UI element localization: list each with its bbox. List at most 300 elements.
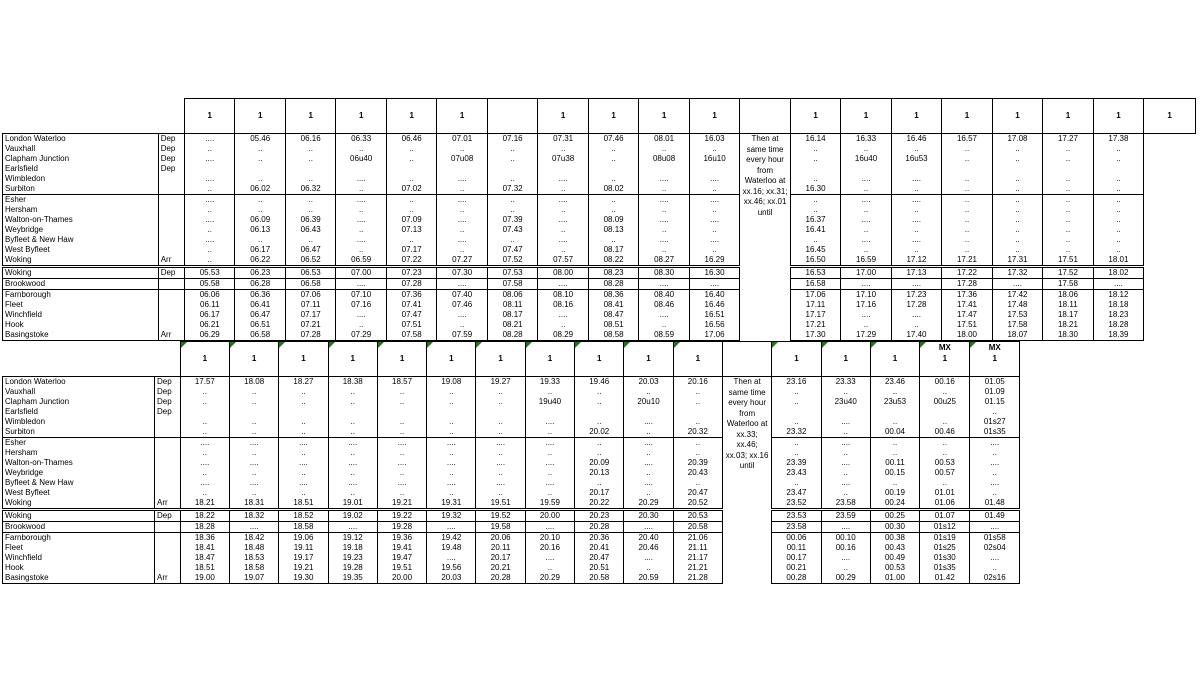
- time-cell: 08.29: [538, 330, 588, 341]
- arr-dep-label: Arr: [158, 255, 184, 267]
- time-cell: 06.11: [184, 300, 234, 310]
- time-cell: 18.36: [180, 533, 229, 544]
- time-cell: ..: [821, 488, 870, 498]
- time-cell: ..: [942, 215, 992, 225]
- time-cell: 00.04: [870, 427, 919, 438]
- header-cell: 1: [525, 342, 574, 377]
- table-row: [3, 438, 1020, 449]
- time-cell: 01s25: [920, 543, 970, 553]
- time-cell: 19.47: [377, 553, 426, 563]
- time-cell: [285, 164, 335, 174]
- time-cell: ..: [1093, 245, 1143, 255]
- time-cell: 20.39: [673, 458, 722, 468]
- time-cell: 23.47: [772, 488, 821, 498]
- header-cell: 1: [1144, 99, 1196, 134]
- time-cell: 18.11: [1043, 300, 1093, 310]
- time-cell: 17.58: [1043, 279, 1093, 290]
- time-cell: ..: [427, 488, 476, 498]
- time-cell: 17.23: [891, 290, 941, 301]
- header-cell: 1: [180, 342, 229, 377]
- time-cell: ..: [180, 417, 229, 427]
- time-cell: ..: [772, 448, 821, 458]
- time-cell: 17.10: [841, 290, 891, 301]
- time-cell: ..: [437, 245, 487, 255]
- time-cell: ..: [525, 468, 574, 478]
- station-name: Walton-on-Thames: [3, 458, 155, 468]
- time-cell: ..: [891, 245, 941, 255]
- time-cell: ..: [377, 468, 426, 478]
- time-cell: ....: [328, 438, 377, 449]
- time-cell: ....: [279, 478, 328, 488]
- time-cell: 23.52: [772, 498, 821, 510]
- time-cell: ....: [689, 279, 739, 290]
- time-cell: ..: [538, 144, 588, 154]
- time-cell: ..: [891, 225, 941, 235]
- time-cell: ..: [230, 397, 279, 407]
- table-row: [3, 510, 1020, 522]
- time-cell: 19.58: [476, 522, 525, 533]
- time-cell: 00.49: [870, 553, 919, 563]
- time-cell: 16.30: [689, 267, 739, 279]
- arr-dep-label: [155, 468, 181, 478]
- time-cell: ....: [184, 235, 234, 245]
- time-cell: ..: [992, 174, 1042, 184]
- time-cell: 01s30: [920, 553, 970, 563]
- time-cell: ..: [1043, 184, 1093, 195]
- time-cell: [235, 164, 285, 174]
- flag-marker-icon: [329, 342, 335, 348]
- time-cell: 00.19: [870, 488, 919, 498]
- time-cell: ..: [230, 488, 279, 498]
- time-cell: ..: [230, 417, 279, 427]
- time-cell: ..: [970, 563, 1020, 573]
- time-cell: [920, 407, 970, 417]
- time-cell: 20.28: [476, 573, 525, 584]
- time-cell: 17.06: [689, 330, 739, 341]
- time-cell: ..: [377, 448, 426, 458]
- time-cell: ....: [437, 235, 487, 245]
- table-row: [3, 267, 1196, 279]
- header-cell: 1: [427, 342, 476, 377]
- time-cell: 17.30: [790, 330, 840, 341]
- time-cell: 16u40: [841, 154, 891, 164]
- time-cell: ..: [328, 417, 377, 427]
- time-cell: 20.16: [525, 543, 574, 553]
- time-cell: ..: [575, 448, 624, 458]
- time-cell: ..: [386, 154, 436, 164]
- time-cell: 19.07: [230, 573, 279, 584]
- time-cell: 18.28: [180, 522, 229, 533]
- time-cell: ....: [841, 195, 891, 206]
- time-cell: 20.40: [624, 533, 673, 544]
- header-cell: 1: [437, 99, 487, 134]
- time-cell: 06u40: [336, 154, 386, 164]
- time-cell: ..: [235, 235, 285, 245]
- time-cell: 08.06: [487, 290, 537, 301]
- time-cell: 18.07: [992, 330, 1042, 341]
- header-cell: 1: [790, 99, 840, 134]
- arr-dep-label: [155, 488, 181, 498]
- time-cell: ....: [891, 279, 941, 290]
- time-cell: 01.01: [920, 488, 970, 498]
- time-cell: ....: [476, 438, 525, 449]
- time-cell: 07.21: [285, 320, 335, 330]
- time-cell: ....: [624, 522, 673, 533]
- arr-dep-label: Dep: [158, 154, 184, 164]
- time-cell: ..: [1093, 205, 1143, 215]
- time-cell: 08.47: [588, 310, 638, 320]
- time-cell: ..: [377, 427, 426, 438]
- table-row: [3, 290, 1196, 301]
- arr-dep-label: [155, 448, 181, 458]
- time-cell: ..: [285, 235, 335, 245]
- time-cell: 20.21: [476, 563, 525, 573]
- time-cell: 07.41: [386, 300, 436, 310]
- timetable-table-1: [2, 98, 1196, 341]
- time-cell: ..: [184, 184, 234, 195]
- time-cell: 08u08: [639, 154, 689, 164]
- time-cell: 23.58: [772, 522, 821, 533]
- header-cell: 1: [230, 342, 279, 377]
- time-cell: 06.47: [235, 310, 285, 320]
- time-cell: 18.27: [279, 377, 328, 388]
- time-cell: 18.06: [1043, 290, 1093, 301]
- time-cell: ..: [870, 438, 919, 449]
- time-cell: ....: [525, 553, 574, 563]
- time-cell: 05.58: [184, 279, 234, 290]
- time-cell: [575, 407, 624, 417]
- station-name: Weybridge: [3, 468, 155, 478]
- time-cell: 19.21: [279, 563, 328, 573]
- time-cell: [1043, 164, 1093, 174]
- time-cell: ....: [538, 174, 588, 184]
- time-cell: ....: [624, 417, 673, 427]
- time-cell: ..: [992, 205, 1042, 215]
- time-cell: 00.16: [821, 543, 870, 553]
- time-cell: ....: [689, 174, 739, 184]
- time-cell: 20.23: [575, 510, 624, 522]
- time-cell: ....: [639, 215, 689, 225]
- time-cell: ..: [230, 448, 279, 458]
- time-cell: ....: [689, 235, 739, 245]
- time-cell: 08.27: [639, 255, 689, 267]
- time-cell: 20.43: [673, 468, 722, 478]
- time-cell: [525, 407, 574, 417]
- header-cell: 1: [639, 99, 689, 134]
- time-cell: ..: [588, 144, 638, 154]
- time-cell: ..: [639, 245, 689, 255]
- station-name: Walton-on-Thames: [3, 215, 159, 225]
- table-row: [3, 184, 1196, 195]
- time-cell: 17.13: [891, 267, 941, 279]
- time-cell: 18.00: [942, 330, 992, 341]
- time-cell: 19.32: [427, 510, 476, 522]
- time-cell: 07u08: [437, 154, 487, 164]
- time-cell: 17.51: [1043, 255, 1093, 267]
- time-cell: 06.28: [235, 279, 285, 290]
- time-cell: ..: [386, 235, 436, 245]
- station-name: Brookwood: [3, 279, 159, 290]
- arr-dep-label: [155, 563, 181, 573]
- time-cell: ..: [673, 417, 722, 427]
- time-cell: ..: [575, 397, 624, 407]
- time-cell: 01.15: [970, 397, 1020, 407]
- time-cell: 19.23: [328, 553, 377, 563]
- time-cell: ....: [328, 522, 377, 533]
- time-cell: ..: [772, 438, 821, 449]
- time-cell: 20.52: [673, 498, 722, 510]
- time-cell: ..: [180, 488, 229, 498]
- time-cell: ..: [279, 427, 328, 438]
- time-cell: 18.30: [1043, 330, 1093, 341]
- time-cell: 06.58: [285, 279, 335, 290]
- time-cell: ..: [920, 478, 970, 488]
- time-cell: ..: [1093, 195, 1143, 206]
- time-cell: ..: [821, 387, 870, 397]
- station-name: Fleet: [3, 300, 159, 310]
- time-cell: 17.31: [992, 255, 1042, 267]
- time-cell: ..: [588, 154, 638, 164]
- time-cell: 08.23: [588, 267, 638, 279]
- header-cell: [970, 342, 1020, 377]
- time-cell: 01.48: [970, 498, 1020, 510]
- time-cell: ..: [790, 154, 840, 164]
- time-cell: ..: [525, 563, 574, 573]
- time-cell: ....: [336, 235, 386, 245]
- time-cell: ..: [772, 478, 821, 488]
- arr-dep-label: [158, 184, 184, 195]
- time-cell: ..: [673, 438, 722, 449]
- time-cell: 17.40: [891, 330, 941, 341]
- time-cell: 23u53: [870, 397, 919, 407]
- time-cell: ..: [992, 245, 1042, 255]
- time-cell: ....: [230, 522, 279, 533]
- time-cell: ..: [386, 205, 436, 215]
- table-row: [3, 533, 1020, 544]
- table-row: [3, 235, 1196, 245]
- time-cell: 08.28: [487, 330, 537, 341]
- time-cell: ..: [689, 205, 739, 215]
- timetable-table-2: [2, 341, 1020, 584]
- time-cell: [538, 164, 588, 174]
- time-cell: [790, 164, 840, 174]
- time-cell: 07.46: [437, 300, 487, 310]
- time-cell: 19.12: [328, 533, 377, 544]
- time-cell: 18.01: [1093, 255, 1143, 267]
- time-cell: ..: [639, 225, 689, 235]
- time-cell: ..: [970, 488, 1020, 498]
- time-cell: 16.50: [790, 255, 840, 267]
- time-cell: 06.52: [285, 255, 335, 267]
- time-cell: 17.48: [992, 300, 1042, 310]
- time-cell: 06.22: [235, 255, 285, 267]
- time-cell: ..: [377, 488, 426, 498]
- time-cell: 01s27: [970, 417, 1020, 427]
- station-name: Brookwood: [3, 522, 155, 533]
- time-cell: ....: [230, 458, 279, 468]
- time-cell: 17.28: [891, 300, 941, 310]
- time-cell: ....: [992, 279, 1042, 290]
- time-cell: ..: [689, 225, 739, 235]
- time-cell: ....: [427, 522, 476, 533]
- time-cell: ..: [841, 320, 891, 330]
- time-cell: ..: [992, 144, 1042, 154]
- time-cell: 07.02: [386, 184, 436, 195]
- time-cell: ..: [942, 195, 992, 206]
- time-cell: ..: [821, 563, 870, 573]
- time-cell: [624, 407, 673, 417]
- time-cell: 08.16: [538, 300, 588, 310]
- station-name: Byfleet & New Haw: [3, 478, 155, 488]
- arr-dep-label: Dep: [158, 134, 184, 145]
- time-cell: 17.17: [790, 310, 840, 320]
- arr-dep-label: [158, 195, 184, 206]
- time-cell: ..: [525, 427, 574, 438]
- time-cell: ..: [476, 448, 525, 458]
- time-cell: 18.41: [180, 543, 229, 553]
- time-cell: ..: [184, 255, 234, 267]
- station-name: Earlsfield: [3, 164, 159, 174]
- arr-dep-label: [158, 225, 184, 235]
- header-cell: 1: [821, 342, 870, 377]
- time-cell: 07.36: [386, 290, 436, 301]
- arr-dep-label: [155, 553, 181, 563]
- time-cell: 01s35: [970, 427, 1020, 438]
- time-cell: ..: [624, 387, 673, 397]
- time-cell: ..: [525, 387, 574, 397]
- time-cell: 20.16: [673, 377, 722, 388]
- time-cell: ..: [279, 387, 328, 397]
- time-cell: 17.21: [942, 255, 992, 267]
- station-name: Winchfield: [3, 310, 159, 320]
- time-cell: 18.53: [230, 553, 279, 563]
- time-cell: ....: [841, 235, 891, 245]
- time-cell: 18.38: [328, 377, 377, 388]
- time-cell: 17.52: [1043, 267, 1093, 279]
- time-cell: 08.09: [588, 215, 638, 225]
- time-cell: 18.28: [1093, 320, 1143, 330]
- arr-dep-label: Dep: [155, 377, 181, 388]
- time-cell: ....: [279, 438, 328, 449]
- table-row: [3, 407, 1020, 417]
- arr-dep-label: [155, 543, 181, 553]
- time-cell: 07.46: [588, 134, 638, 145]
- time-cell: 17.36: [942, 290, 992, 301]
- table-row: [3, 377, 1020, 388]
- time-cell: 19.30: [279, 573, 328, 584]
- time-cell: ..: [230, 468, 279, 478]
- time-cell: 23u40: [821, 397, 870, 407]
- flag-marker-icon: [378, 342, 384, 348]
- time-cell: ..: [772, 417, 821, 427]
- time-cell: 07.47: [386, 310, 436, 320]
- time-cell: 17.11: [790, 300, 840, 310]
- table-row: [3, 144, 1196, 154]
- time-cell: 07.06: [285, 290, 335, 301]
- time-cell: ..: [821, 427, 870, 438]
- time-cell: ..: [538, 184, 588, 195]
- time-cell: 23.16: [772, 377, 821, 388]
- time-cell: 02s04: [970, 543, 1020, 553]
- time-cell: ..: [942, 154, 992, 164]
- time-cell: 07.28: [386, 279, 436, 290]
- time-cell: ..: [328, 387, 377, 397]
- time-cell: 19.08: [427, 377, 476, 388]
- time-cell: 19.01: [328, 498, 377, 510]
- header-cell: [722, 342, 771, 377]
- time-cell: ....: [821, 417, 870, 427]
- station-name: Esher: [3, 195, 159, 206]
- arr-dep-label: Dep: [155, 397, 181, 407]
- time-cell: ..: [942, 245, 992, 255]
- time-cell: 19.42: [427, 533, 476, 544]
- arr-dep-label: Dep: [158, 164, 184, 174]
- time-cell: ..: [992, 195, 1042, 206]
- time-cell: 18.22: [180, 510, 229, 522]
- time-cell: ..: [841, 184, 891, 195]
- time-cell: ....: [538, 310, 588, 320]
- time-cell: 08.22: [588, 255, 638, 267]
- time-cell: ..: [328, 468, 377, 478]
- time-cell: ..: [790, 235, 840, 245]
- arr-dep-label: [158, 235, 184, 245]
- station-name: Vauxhall: [3, 144, 159, 154]
- header-cell: 1: [891, 99, 941, 134]
- time-cell: 01.49: [970, 510, 1020, 522]
- time-cell: ..: [525, 488, 574, 498]
- time-cell: ..: [639, 320, 689, 330]
- header-cell: 1: [841, 99, 891, 134]
- time-cell: 16.14: [790, 134, 840, 145]
- time-cell: ..: [336, 184, 386, 195]
- table-row: [3, 320, 1196, 330]
- time-cell: ..: [1043, 144, 1093, 154]
- time-cell: ..: [942, 144, 992, 154]
- time-cell: ....: [639, 195, 689, 206]
- time-cell: 08.59: [639, 330, 689, 341]
- time-cell: ..: [992, 184, 1042, 195]
- arr-dep-label: [158, 245, 184, 255]
- time-cell: ..: [437, 225, 487, 235]
- station-name: Hersham: [3, 205, 159, 215]
- time-cell: ..: [1093, 144, 1143, 154]
- time-cell: ....: [891, 174, 941, 184]
- time-cell: 06.41: [235, 300, 285, 310]
- time-cell: ....: [525, 478, 574, 488]
- time-cell: 08.10: [538, 290, 588, 301]
- time-cell: ..: [230, 387, 279, 397]
- time-cell: ..: [790, 174, 840, 184]
- header-cell: 1: [1043, 99, 1093, 134]
- time-cell: 18.18: [1093, 300, 1143, 310]
- time-cell: 20.46: [624, 543, 673, 553]
- time-cell: 00.38: [870, 533, 919, 544]
- arr-dep-label: [158, 320, 184, 330]
- time-cell: ..: [841, 225, 891, 235]
- time-cell: 06.51: [235, 320, 285, 330]
- table-row: [3, 498, 1020, 510]
- flag-marker-icon: [575, 342, 581, 348]
- arr-dep-label: [155, 522, 181, 533]
- time-cell: ....: [437, 215, 487, 225]
- time-cell: ....: [841, 310, 891, 320]
- time-cell: 17.58: [992, 320, 1042, 330]
- time-cell: 07.30: [437, 267, 487, 279]
- time-cell: 00u25: [920, 397, 970, 407]
- time-cell: 18.12: [1093, 290, 1143, 301]
- time-cell: 08.41: [588, 300, 638, 310]
- time-cell: 19.27: [476, 377, 525, 388]
